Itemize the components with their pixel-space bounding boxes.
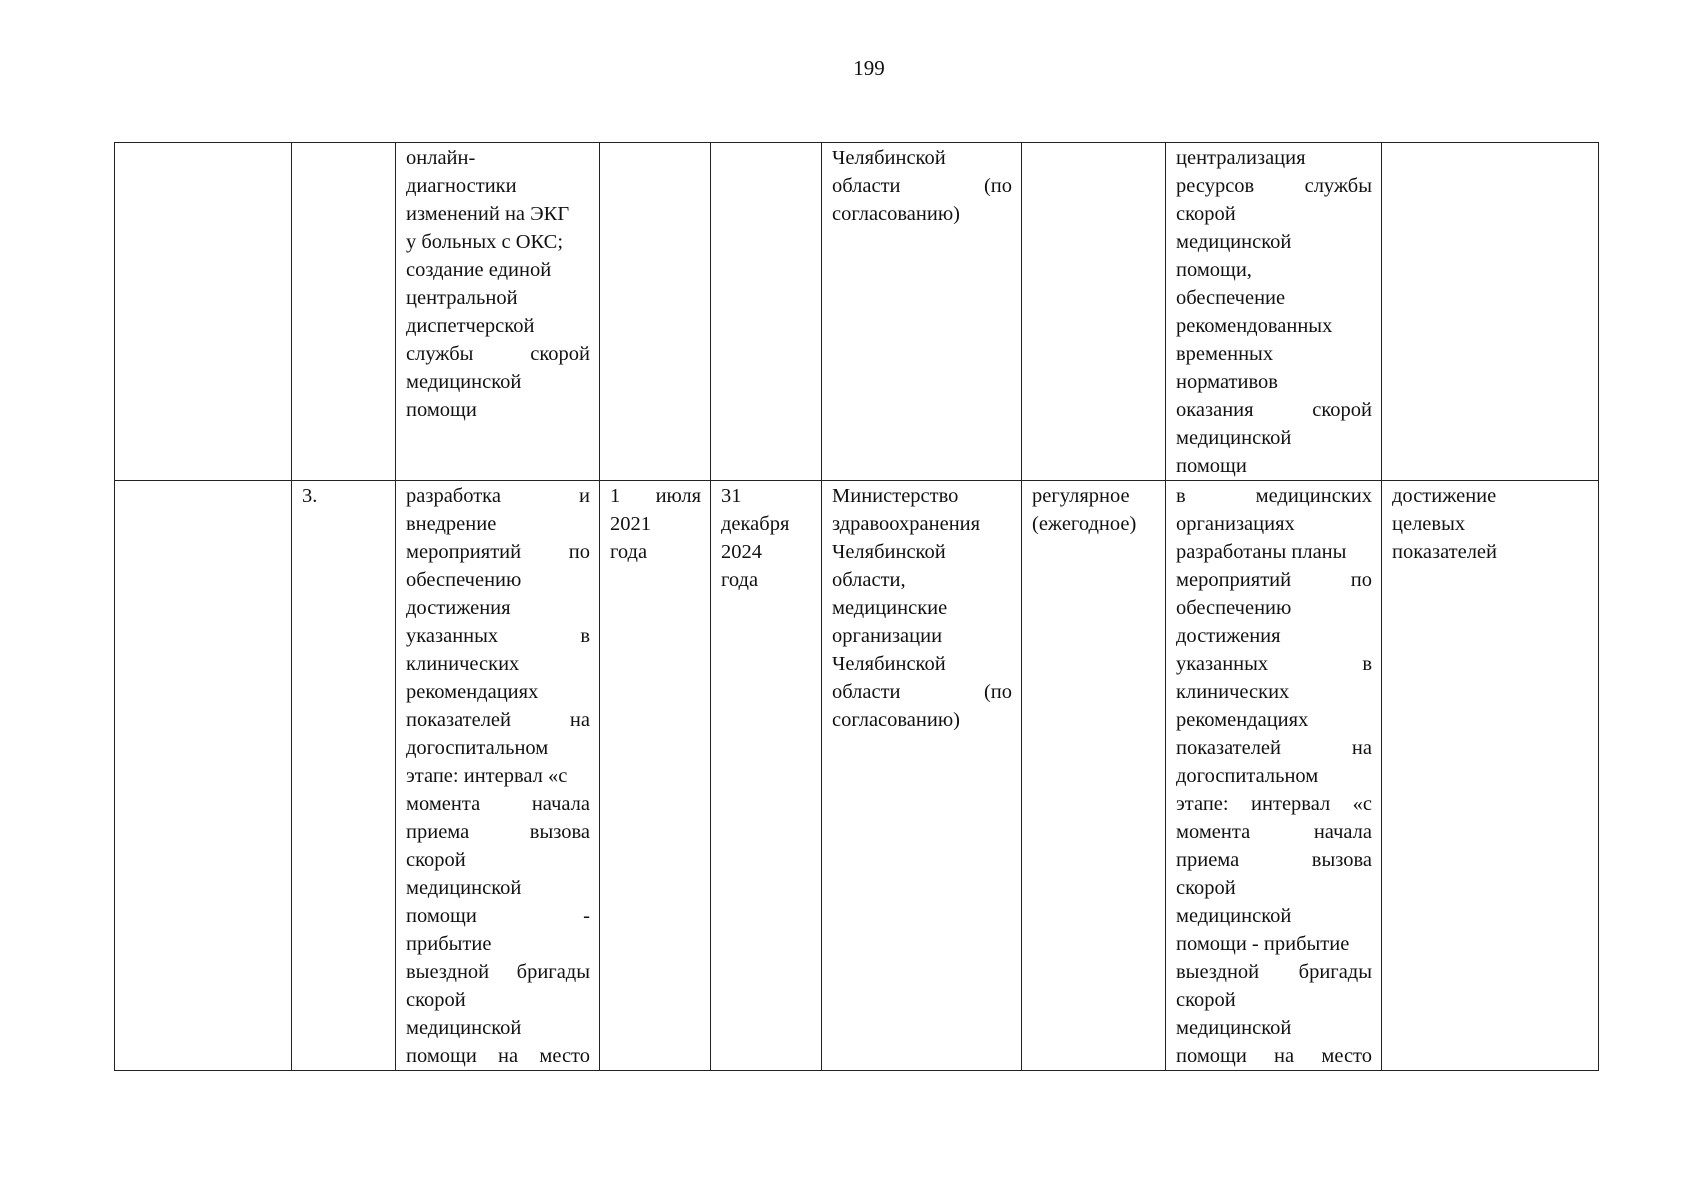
cell-line: у больных с ОКС;: [406, 231, 564, 253]
cell-line: указанных в: [406, 625, 590, 647]
cell-line: области,: [832, 569, 906, 591]
cell-line: декабря: [721, 513, 790, 535]
cell-line: (ежегодное): [1032, 513, 1137, 535]
cell-line: достижения: [1176, 625, 1281, 647]
result-cell: [1166, 481, 1382, 1071]
cell-line: медицинской: [406, 1017, 522, 1039]
cell-line: прибытие: [406, 933, 492, 955]
cell-line: догоспитальном: [406, 737, 549, 759]
cell-line: момента начала: [1176, 821, 1372, 843]
cell-line: этапе: интервал «с: [1176, 793, 1372, 815]
cell-line: диагностики: [406, 175, 517, 197]
cell-line: внедрение: [406, 513, 497, 535]
cell-line: медицинские: [832, 597, 948, 619]
cell-line: скорой: [1176, 203, 1236, 225]
cell-line: клинических: [1176, 681, 1290, 703]
cell-line: обеспечению: [1176, 597, 1292, 619]
result-cell: [1166, 143, 1382, 481]
cell-line: 2021: [610, 513, 651, 535]
cell-line: помощи -: [406, 905, 590, 927]
cell-line: догоспитальном: [1176, 765, 1319, 787]
cell-line: оказания скорой: [1176, 399, 1372, 421]
cell-line: приема вызова: [1176, 849, 1372, 871]
frequency-cell: [1022, 481, 1166, 1071]
start-date-cell: [600, 143, 711, 481]
cell-line: медицинской: [1176, 231, 1292, 253]
cell-line: рекомендациях: [406, 681, 539, 703]
cell-line: временных: [1176, 343, 1274, 365]
number-cell: 3.: [292, 481, 396, 1071]
cell-line: разработаны планы: [1176, 541, 1347, 563]
page-number: 199: [853, 56, 885, 80]
cell-line: помощи: [1176, 455, 1247, 477]
cell-line: нормативов: [1176, 371, 1278, 393]
cell-line: помощи - прибытие: [1176, 933, 1350, 955]
outcome-cell: [1382, 143, 1599, 481]
cell-line: клинических: [406, 653, 520, 675]
cell-line: рекомендациях: [1176, 709, 1309, 731]
end-date-cell: [711, 143, 822, 481]
cell-line: разработка и: [406, 485, 590, 507]
cell-line: момента начала: [406, 793, 590, 815]
cell-line: выездной бригады: [406, 961, 590, 983]
cell-line: Челябинской: [832, 541, 946, 563]
cell-line: медицинской: [406, 877, 522, 899]
cell-line: 2024: [721, 541, 762, 563]
cell-line: скорой: [1176, 989, 1236, 1011]
cell-line: достижение: [1392, 485, 1497, 507]
cell-line: создание единой: [406, 259, 552, 281]
cell-line: централизация: [1176, 147, 1306, 169]
cell-line: в медицинских: [1176, 485, 1372, 507]
cell-line: года: [610, 541, 648, 563]
cell-line: скорой: [406, 989, 466, 1011]
cell-line: здравоохранения: [832, 513, 981, 535]
cell-line: службы скорой: [406, 343, 590, 365]
measure-cell: [396, 481, 600, 1071]
cell-line: скорой: [1176, 877, 1236, 899]
cell-line: показателей: [1392, 541, 1497, 563]
cell-line: показателей на: [1176, 737, 1372, 759]
cell-line: достижения: [406, 597, 511, 619]
cell-line: онлайн-: [406, 147, 476, 169]
cell-line: центральной: [406, 287, 518, 309]
table-row: [115, 143, 1599, 481]
cell-line: помощи на место: [406, 1045, 590, 1067]
start-date-cell: [600, 481, 711, 1071]
cell-line: 31: [721, 485, 742, 507]
cell-line: Челябинской: [832, 147, 946, 169]
cell-line: обеспечение: [1176, 287, 1286, 309]
section-cell: [115, 481, 292, 1071]
cell-line: мероприятий по: [406, 541, 590, 563]
cell-line: года: [721, 569, 759, 591]
cell-line: Челябинской: [832, 653, 946, 675]
number-cell: [292, 143, 396, 481]
end-date-cell: [711, 481, 822, 1071]
cell-line: медицинской: [1176, 1017, 1292, 1039]
cell-line: регулярное: [1032, 485, 1130, 507]
cell-line: 1 июля: [610, 485, 701, 507]
cell-line: организациях: [1176, 513, 1295, 535]
cell-line: показателей на: [406, 709, 590, 731]
cell-line: медицинской: [1176, 427, 1292, 449]
cell-line: области (по: [832, 681, 1012, 703]
cell-line: мероприятий по: [1176, 569, 1372, 591]
cell-line: согласованию): [832, 709, 960, 731]
cell-line: помощи на место: [1176, 1045, 1372, 1067]
cell-line: скорой: [406, 849, 466, 871]
outcome-cell: [1382, 481, 1599, 1071]
cell-line: обеспечению: [406, 569, 522, 591]
cell-line: рекомендованных: [1176, 315, 1333, 337]
cell-line: Министерство: [832, 485, 959, 507]
responsible-cell: [822, 143, 1022, 481]
cell-line: указанных в: [1176, 653, 1372, 675]
cell-line: помощи,: [1176, 259, 1252, 281]
cell-line: согласованию): [832, 203, 960, 225]
cell-line: медицинской: [1176, 905, 1292, 927]
section-cell: [115, 143, 292, 481]
cell-line: приема вызова: [406, 821, 590, 843]
plan-table: [114, 142, 1599, 1071]
cell-line: этапе: интервал «с: [406, 765, 568, 787]
cell-line: медицинской: [406, 371, 522, 393]
cell-line: организации: [832, 625, 943, 647]
cell-line: диспетчерской: [406, 315, 535, 337]
cell-line: целевых: [1392, 513, 1466, 535]
table-row: [115, 481, 1599, 1071]
cell-line: изменений на ЭКГ: [406, 203, 570, 225]
frequency-cell: [1022, 143, 1166, 481]
cell-line: помощи: [406, 399, 477, 421]
cell-line: выездной бригады: [1176, 961, 1372, 983]
responsible-cell: [822, 481, 1022, 1071]
measure-cell: [396, 143, 600, 481]
cell-line: области (по: [832, 175, 1012, 197]
cell-line: ресурсов службы: [1176, 175, 1372, 197]
